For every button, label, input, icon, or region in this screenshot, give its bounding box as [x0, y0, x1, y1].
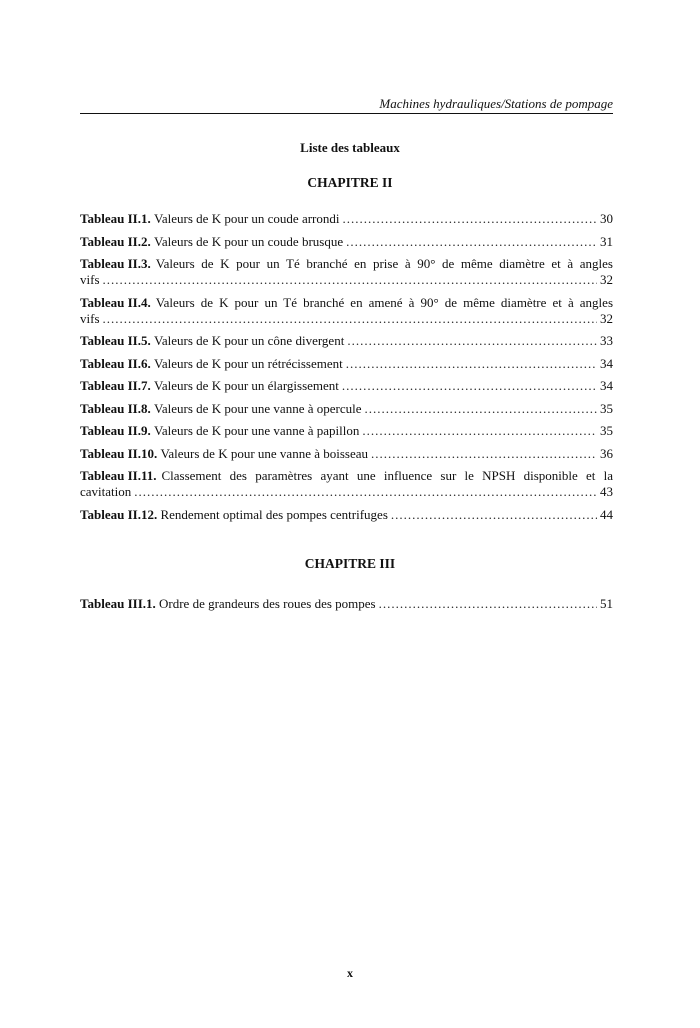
page-title: Liste des tableaux: [300, 140, 400, 155]
toc-entry-page: 44: [600, 506, 613, 522]
toc-entry-text: Valeurs de K pour un Té branché en amené à 90° de même diamètre et à angles: [155, 294, 613, 310]
toc-entry-page: 43: [600, 484, 613, 499]
toc-entry[interactable]: [80, 468, 613, 500]
toc-entry-label: Tableau II.7.: [80, 378, 151, 393]
toc-entry-page: 35: [600, 400, 613, 416]
toc-entry-text-continued: vifs: [80, 310, 100, 326]
toc-list-chapter-3: [80, 596, 613, 619]
toc-entry-text: Valeurs de K pour un élargissement: [153, 378, 339, 393]
toc-entry-text: Valeurs de K pour un rétrécissement: [153, 355, 343, 371]
chapter-heading-3: CHAPITRE III: [304, 556, 396, 571]
toc-entry-label: Tableau II.2.: [80, 233, 151, 249]
leader-dots: [343, 211, 598, 227]
toc-entry-page: 33: [600, 333, 613, 348]
leader-dots: [103, 272, 598, 288]
leader-dots: [346, 234, 597, 250]
leader-dots: [342, 378, 597, 394]
toc-entry[interactable]: [80, 507, 613, 523]
toc-entry-text: Valeurs de K pour une vanne à boisseau: [160, 445, 369, 461]
leader-dots: [365, 401, 598, 417]
toc-entry-page: 32: [600, 310, 613, 326]
page-number: x: [347, 966, 353, 980]
toc-entry-label: Tableau II.5.: [80, 333, 151, 348]
leader-dots: [391, 507, 597, 523]
running-header-title: Machines hydrauliques/Stations de pompage: [379, 96, 613, 111]
toc-entry-label: Tableau II.10.: [80, 445, 158, 461]
toc-entry-text: Ordre de grandeurs des roues des pompes: [159, 596, 376, 611]
toc-entry-page: 36: [600, 445, 613, 461]
leader-dots: [103, 311, 598, 327]
leader-dots: [134, 484, 597, 500]
leader-dots: [346, 356, 597, 372]
toc-entry[interactable]: [80, 234, 613, 250]
toc-entry-label: Tableau III.1.: [80, 596, 156, 611]
toc-entry[interactable]: [80, 211, 613, 227]
toc-entry[interactable]: [80, 596, 613, 612]
leader-dots: [347, 333, 597, 349]
toc-entry-page: 30: [600, 211, 613, 226]
toc-entry-label: Tableau II.12.: [80, 506, 158, 522]
leader-dots: [371, 446, 597, 462]
toc-entry-label: Tableau II.4.: [80, 294, 151, 310]
toc-list-chapter-2: [80, 211, 613, 529]
toc-entry-text: Valeurs de K pour un cône divergent: [153, 333, 345, 348]
toc-entry[interactable]: [80, 333, 613, 349]
toc-entry-text: Valeurs de K pour une vanne à opercule: [153, 400, 362, 416]
toc-entry-text: Valeurs de K pour un coude arrondi: [153, 211, 340, 226]
toc-entry[interactable]: [80, 256, 613, 288]
toc-entry-page: 51: [600, 596, 613, 611]
toc-entry[interactable]: [80, 356, 613, 372]
toc-entry[interactable]: [80, 446, 613, 462]
toc-entry-label: Tableau II.3.: [80, 256, 151, 271]
toc-entry-page: 34: [600, 378, 613, 393]
running-header: [80, 96, 613, 114]
toc-entry-text: Rendement optimal des pompes centrifuges: [160, 506, 388, 522]
toc-entry-page: 32: [600, 272, 613, 287]
toc-entry[interactable]: [80, 378, 613, 394]
toc-entry-text-continued: vifs: [80, 272, 100, 287]
toc-entry[interactable]: [80, 295, 613, 327]
toc-entry-text: Valeurs de K pour un coude brusque: [153, 233, 344, 249]
toc-entry-text: Valeurs de K pour un Té branché en prise à 90° de même diamètre et à angles: [155, 256, 613, 271]
toc-entry-label: Tableau II.6.: [80, 355, 151, 371]
toc-entry-label: Tableau II.1.: [80, 211, 151, 226]
leader-dots: [379, 596, 597, 612]
toc-entry[interactable]: [80, 423, 613, 439]
toc-entry-text: Classement des paramètres ayant une influence sur le NPSH disponible et la: [161, 468, 613, 483]
toc-entry-label: Tableau II.9.: [80, 423, 151, 438]
toc-entry-text: Valeurs de K pour une vanne à papillon: [153, 423, 360, 438]
toc-entry-label: Tableau II.8.: [80, 400, 151, 416]
toc-entry-page: 35: [600, 423, 613, 438]
chapter-heading-2: CHAPITRE II: [307, 175, 393, 190]
toc-entry-text-continued: cavitation: [80, 484, 132, 499]
leader-dots: [362, 423, 597, 439]
toc-entry-page: 31: [600, 233, 613, 249]
toc-entry[interactable]: [80, 401, 613, 417]
toc-entry-label: Tableau II.11.: [80, 468, 157, 483]
toc-entry-page: 34: [600, 355, 613, 371]
